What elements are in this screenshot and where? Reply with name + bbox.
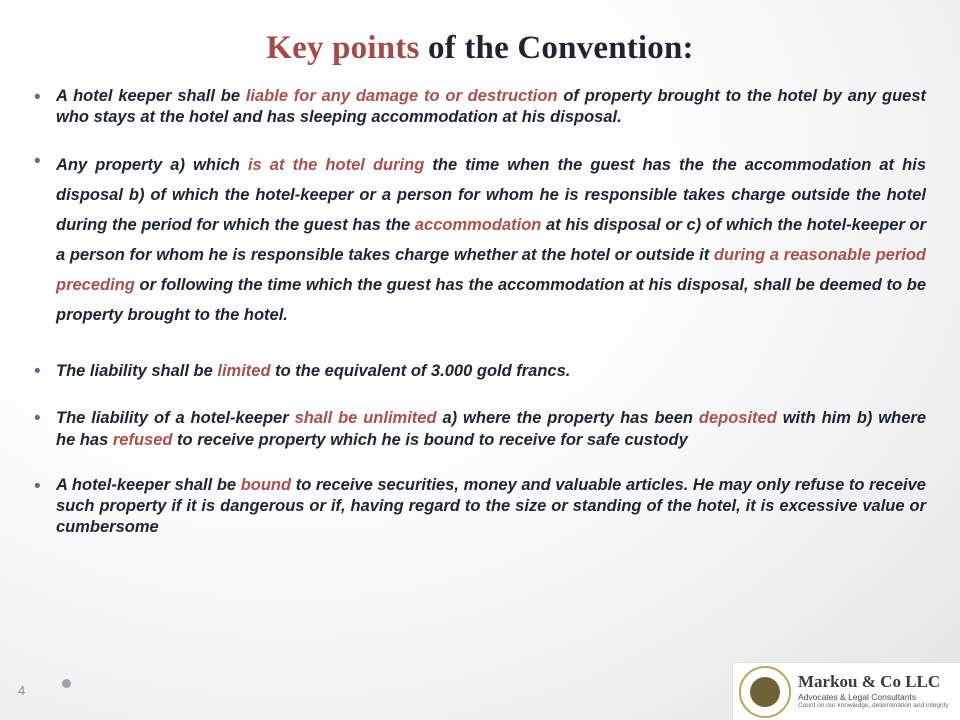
bullet-marker-icon: • bbox=[34, 87, 41, 108]
list-item bbox=[34, 360, 926, 383]
logo-tagline: Count on our knowledge, determination and integrity bbox=[798, 702, 949, 710]
footer-decoration-dot bbox=[62, 679, 71, 688]
seal-icon bbox=[739, 666, 791, 718]
page-title-accent: Key points bbox=[266, 30, 420, 66]
list-item bbox=[34, 475, 926, 538]
bullet-text: The liability shall be limited to the equivalent of 3.000 gold francs. bbox=[56, 362, 571, 380]
logo-company-name: Markou & Co LLC bbox=[798, 671, 941, 691]
logo-text bbox=[798, 673, 949, 711]
bullet-marker-icon: • bbox=[34, 361, 41, 382]
list-item bbox=[34, 86, 926, 128]
list-item bbox=[34, 407, 926, 451]
bullet-text: Any property a) which is at the hotel during the time when the guest has the the accommodation at his disposal b) of which the hotel-keeper or a person for whom he is responsible takes charge outside the hotel during the period for which the guest has the accommodation at his disposal or c) of which the hotel-keeper or a person for whom he is responsible takes charge whether at the hotel or outside it during a reasonable period preceding or following the time which the guest has the accommodation at his disposal, shall be deemed to be property brought to the hotel. bbox=[56, 156, 926, 324]
bullet-marker-icon: • bbox=[34, 151, 41, 172]
bullet-marker-icon: • bbox=[34, 408, 41, 429]
logo-subtitle: Advocates & Legal Consultants bbox=[798, 691, 917, 702]
seal-inner-icon bbox=[750, 677, 780, 707]
bullet-text: A hotel keeper shall be liable for any damage to or destruction of property brought to the hotel by any guest who stays at the hotel and has sleeping accommodation at his disposal. bbox=[56, 87, 927, 126]
company-logo bbox=[732, 662, 960, 720]
bullet-text: The liability of a hotel-keeper shall be unlimited a) where the property has been deposited with him b) where he has refused to receive property which he is bound to receive for safe custody bbox=[56, 409, 926, 449]
page-title bbox=[0, 30, 960, 67]
list-item bbox=[34, 150, 926, 330]
bullet-marker-icon: • bbox=[34, 476, 41, 497]
page-title-rest: of the Convention: bbox=[419, 30, 694, 66]
bullet-text: A hotel-keeper shall be bound to receive securities, money and valuable articles. He may only refuse to receive such property if it is dangerous or if, having regard to the size or standing of the hotel, it is excessive value or cumbersome bbox=[56, 476, 926, 536]
page-number: 4 bbox=[18, 683, 26, 698]
bullet-list bbox=[34, 86, 926, 552]
